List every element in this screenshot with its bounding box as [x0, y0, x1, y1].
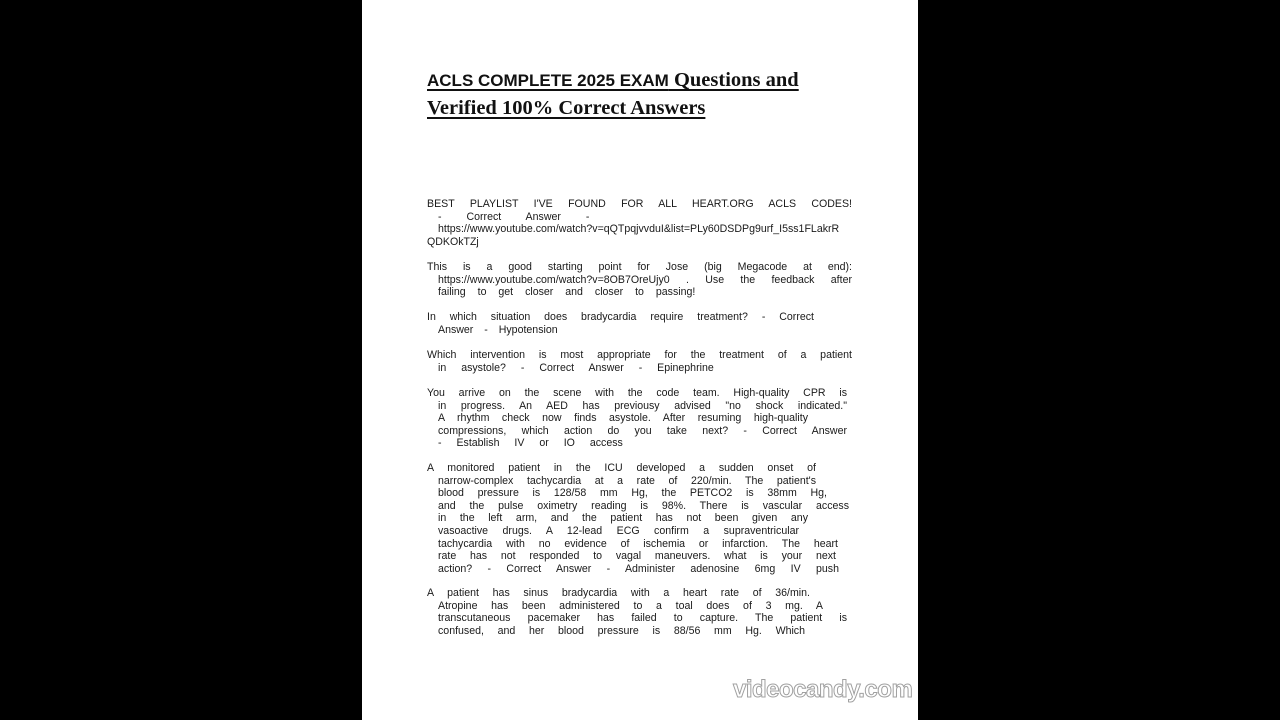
- title-questions-text: Questions and: [668, 69, 799, 91]
- playlist-link[interactable]: https://www.youtube.com/watch?v=qQTpqjvvduI&list=PLy60DSDPg9urf_I5ss1FLakrR: [438, 223, 840, 236]
- qa-line: narrow-complex tachycardia at a rate of 220/min. The patient's: [438, 474, 816, 487]
- qa-line: A monitored patient in the ICU developed a sudden onset of: [427, 462, 816, 474]
- document-title: [427, 66, 887, 122]
- title-line-2: [427, 94, 887, 122]
- watermark-logo: videocandy.com: [733, 676, 913, 703]
- qa-line: - Establish IV or IO access: [438, 437, 623, 450]
- title-line-1: [427, 66, 887, 94]
- qa-line: failing to get closer and closer to passing!: [438, 286, 696, 299]
- jose-link[interactable]: https://www.youtube.com/watch?v=8OB7OreUjy0 . Use the feedback after: [438, 273, 852, 286]
- qa-line: blood pressure is 128/58 mm Hg, the PETCO2 is 38mm Hg,: [438, 487, 827, 500]
- qa-line: in asystole? - Correct Answer - Epinephrine: [438, 361, 714, 374]
- qa-line: - Correct Answer -: [438, 210, 590, 223]
- qa-line: In which situation does bradycardia require treatment? - Correct: [427, 311, 814, 323]
- qa-line: Atropine has been administered to a toal does of 3 mg. A: [438, 599, 823, 612]
- qa-block-sinus-bradycardia: [427, 587, 847, 637]
- qa-line: QDKOkTZj: [427, 235, 479, 248]
- qa-line: A rhythm check now finds asystole. After resuming high-quality: [438, 412, 808, 425]
- qa-line: Which intervention is most appropriate for the treatment of a patient: [427, 349, 852, 361]
- title-verified-text: Verified 100% Correct Answers: [427, 97, 706, 119]
- qa-line: A patient has sinus bradycardia with a heart rate of 36/min.: [427, 587, 810, 599]
- qa-line: transcutaneous pacemaker has failed to capture. The patient is: [438, 612, 847, 625]
- qa-block-jose: [427, 261, 852, 299]
- qa-line: BEST PLAYLIST I'VE FOUND FOR ALL HEART.ORG ACLS CODES!: [427, 198, 852, 210]
- title-exam-name: ACLS COMPLETE 2025 EXAM: [427, 71, 669, 90]
- qa-line: and the pulse oximetry reading is 98%. There is vascular access: [438, 499, 849, 512]
- qa-line: vasoactive drugs. A 12-lead ECG confirm a supraventricular: [438, 524, 799, 537]
- document-page: [362, 0, 918, 720]
- qa-line: in the left arm, and the patient has not been given any: [438, 512, 808, 525]
- qa-block-tachycardia: [427, 462, 849, 575]
- qa-line: confused, and her blood pressure is 88/56 mm Hg. Which: [438, 624, 805, 637]
- qa-line: You arrive on the scene with the code team. High-quality CPR is: [427, 387, 847, 399]
- qa-line: compressions, which action do you take next? - Correct Answer: [438, 424, 847, 437]
- qa-line: tachycardia with no evidence of ischemia or infarction. The heart: [438, 537, 838, 550]
- qa-block-code-team: [427, 387, 847, 450]
- qa-line: action? - Correct Answer - Administer adenosine 6mg IV push: [438, 562, 839, 575]
- qa-line: rate has not responded to vagal maneuvers. what is your next: [438, 550, 836, 563]
- qa-block-asystole: [427, 349, 852, 374]
- qa-line: in progress. An AED has previousy advised "no shock indicated.": [438, 399, 847, 412]
- qa-line: Answer - Hypotension: [438, 323, 558, 336]
- qa-block-playlist: [427, 198, 852, 248]
- qa-block-bradycardia: [427, 311, 814, 336]
- qa-line: This is a good starting point for Jose (big Megacode at end):: [427, 261, 852, 273]
